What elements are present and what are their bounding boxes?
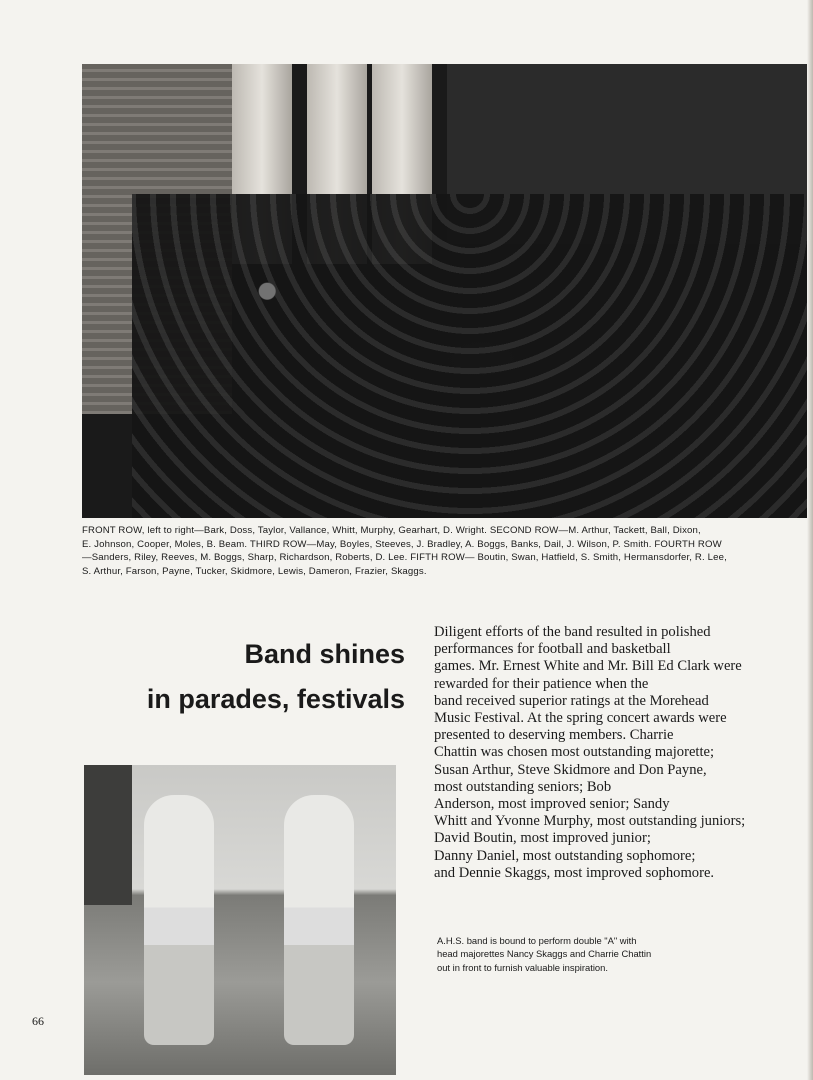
majorettes-photo: [84, 765, 396, 1075]
article-body: [434, 624, 745, 882]
majorette: [284, 795, 354, 1045]
caption-line: out in front to furnish valuable inspiration.: [437, 961, 608, 973]
body-line: Chattin was chosen most outstanding majorette;: [434, 744, 715, 761]
headline-line: Band shines: [244, 639, 405, 669]
body-line: band received superior ratings at the Morehead: [434, 692, 709, 709]
band-members: [132, 194, 808, 518]
headline: [147, 632, 405, 722]
caption-line: A.H.S. band is bound to perform double "A" with: [437, 935, 637, 946]
page-gutter: [807, 0, 813, 1080]
caption-line: —Sanders, Riley, Reeves, M. Boggs, Sharp, Richardson, Roberts, D. Lee. FIFTH ROW— Boutin, Swan, Hatfield, S. Smith, Hermansdorfer, R. Lee,: [82, 552, 727, 564]
body-line: Whitt and Yvonne Murphy, most outstanding juniors;: [434, 813, 746, 830]
headline-line: in parades, festivals: [146, 684, 405, 714]
majorette: [144, 795, 214, 1045]
body-line: and Dennie Skaggs, most improved sophomore.: [434, 864, 715, 881]
body-line: Diligent efforts of the band resulted in polished: [434, 624, 711, 640]
building: [84, 765, 132, 905]
body-line: Susan Arthur, Steve Skidmore and Don Payne,: [434, 761, 707, 778]
caption-line: S. Arthur, Farson, Payne, Tucker, Skidmore, Lewis, Dameron, Frazier, Skaggs.: [82, 565, 427, 577]
body-line: rewarded for their patience when the: [434, 675, 649, 692]
body-line: most outstanding seniors; Bob: [434, 778, 612, 795]
body-line: games. Mr. Ernest White and Mr. Bill Ed Clark were: [434, 658, 742, 675]
body-line: Anderson, most improved senior; Sandy: [434, 796, 670, 813]
body-line: Music Festival. At the spring concert awards were: [434, 710, 727, 727]
caption-line: head majorettes Nancy Skaggs and Charrie Chattin: [437, 948, 652, 960]
body-line: presented to deserving members. Charrie: [434, 727, 674, 744]
body-line: Danny Daniel, most outstanding sophomore;: [434, 847, 696, 864]
body-line: David Boutin, most improved junior;: [434, 830, 651, 847]
body-line: performances for football and basketball: [434, 641, 671, 658]
band-group-photo: [82, 64, 808, 518]
caption-line: E. Johnson, Cooper, Moles, B. Beam. THIRD ROW—May, Boyles, Steeves, J. Bradley, A. Boggs, Banks, Dail, J. Wilson, P. Smith. FOURTH ROW: [82, 538, 722, 550]
group-photo-caption: [82, 524, 808, 578]
caption-line: FRONT ROW, left to right—Bark, Doss, Taylor, Vallance, Whitt, Murphy, Gearhart, D. Wright. SECOND ROW—M. Arthur, Tackett, Ball, Dixon,: [82, 525, 701, 536]
majorettes-caption: [437, 934, 651, 974]
page-number: 66: [32, 1014, 44, 1028]
